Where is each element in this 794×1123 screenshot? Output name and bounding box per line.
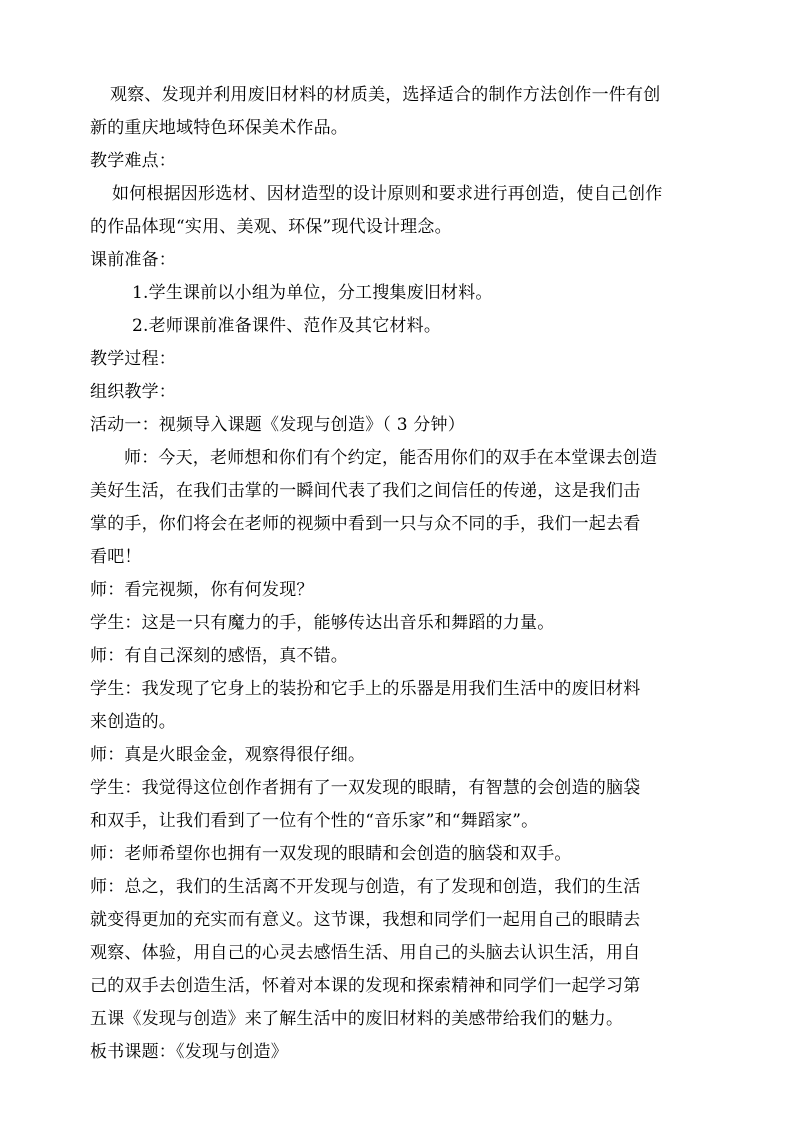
heading: 教学过程： [90, 349, 176, 369]
dialogue-line: 五课《发现与创造》来了解生活中的废旧材料的美感带给我们的魅力。 [90, 1009, 624, 1029]
activity-heading: 活动一：视频导入课题《发现与创造》（ 3 分钟） [90, 415, 465, 435]
dialogue-line: 师：真是火眼金金，观察得很仔细。 [90, 745, 366, 765]
dialogue-line: 和双手，让我们看到了一位有个性的“音乐家”和“舞蹈家”。 [90, 811, 539, 831]
text-line: 师：今天，老师想和你们有个约定，能否用你们的双手在本堂课去创造 [124, 448, 658, 468]
dialogue-line: 观察、体验，用自己的心灵去感悟生活、用自己的头脑去认识生活，用自 [90, 943, 641, 963]
dialogue-line: 就变得更加的充实而有意义。这节课，我想和同学们一起用自己的眼睛去 [90, 910, 641, 930]
list-item: 2.老师课前准备课件、范作及其它材料。 [132, 316, 442, 336]
list-item: 1.学生课前以小组为单位，分工搜集废旧材料。 [132, 283, 493, 303]
dialogue-line: 学生：我发现了它身上的装扮和它手上的乐器是用我们生活中的废旧材料 [90, 679, 641, 699]
dialogue-line: 学生：我觉得这位创作者拥有了一双发现的眼睛，有智慧的会创造的脑袋 [90, 778, 641, 798]
dialogue-line: 来创造的。 [90, 712, 176, 732]
text-line: 掌的手，你们将会在老师的视频中看到一只与众不同的手，我们一起去看 [90, 514, 641, 534]
heading: 课前准备： [90, 250, 176, 270]
dialogue-line: 师：有自己深刻的感悟，真不错。 [90, 646, 348, 666]
heading: 教学难点： [90, 151, 176, 171]
text-line: 观察、发现并利用废旧材料的材质美，选择适合的制作方法创作一件有创 [110, 85, 661, 105]
board-title: 板书课题：《发现与创造》 [90, 1042, 288, 1062]
text-line: 如何根据因形选材、因材造型的设计原则和要求进行再创造，使自己创作 [112, 184, 663, 204]
dialogue-line: 师：总之，我们的生活离不开发现与创造，有了发现和创造，我们的生活 [90, 877, 641, 897]
dialogue-line: 师：老师希望你也拥有一双发现的眼睛和会创造的脑袋和双手。 [90, 844, 572, 864]
text-line: 美好生活，在我们击掌的一瞬间代表了我们之间信任的传递，这是我们击 [90, 481, 641, 501]
dialogue-line: 己的双手去创造生活，怀着对本课的发现和探索精神和同学们一起学习第 [90, 976, 641, 996]
text-line: 看吧！ [90, 547, 142, 567]
dialogue-line: 学生：这是一只有魔力的手，能够传达出音乐和舞蹈的力量。 [90, 613, 555, 633]
text-line: 新的重庆地域特色环保美术作品。 [90, 118, 348, 138]
text-line: 的作品体现“实用、美观、环保”现代设计理念。 [90, 217, 452, 237]
dialogue-line: 师：看完视频，你有何发现？ [90, 580, 314, 600]
heading: 组织教学： [90, 382, 176, 402]
